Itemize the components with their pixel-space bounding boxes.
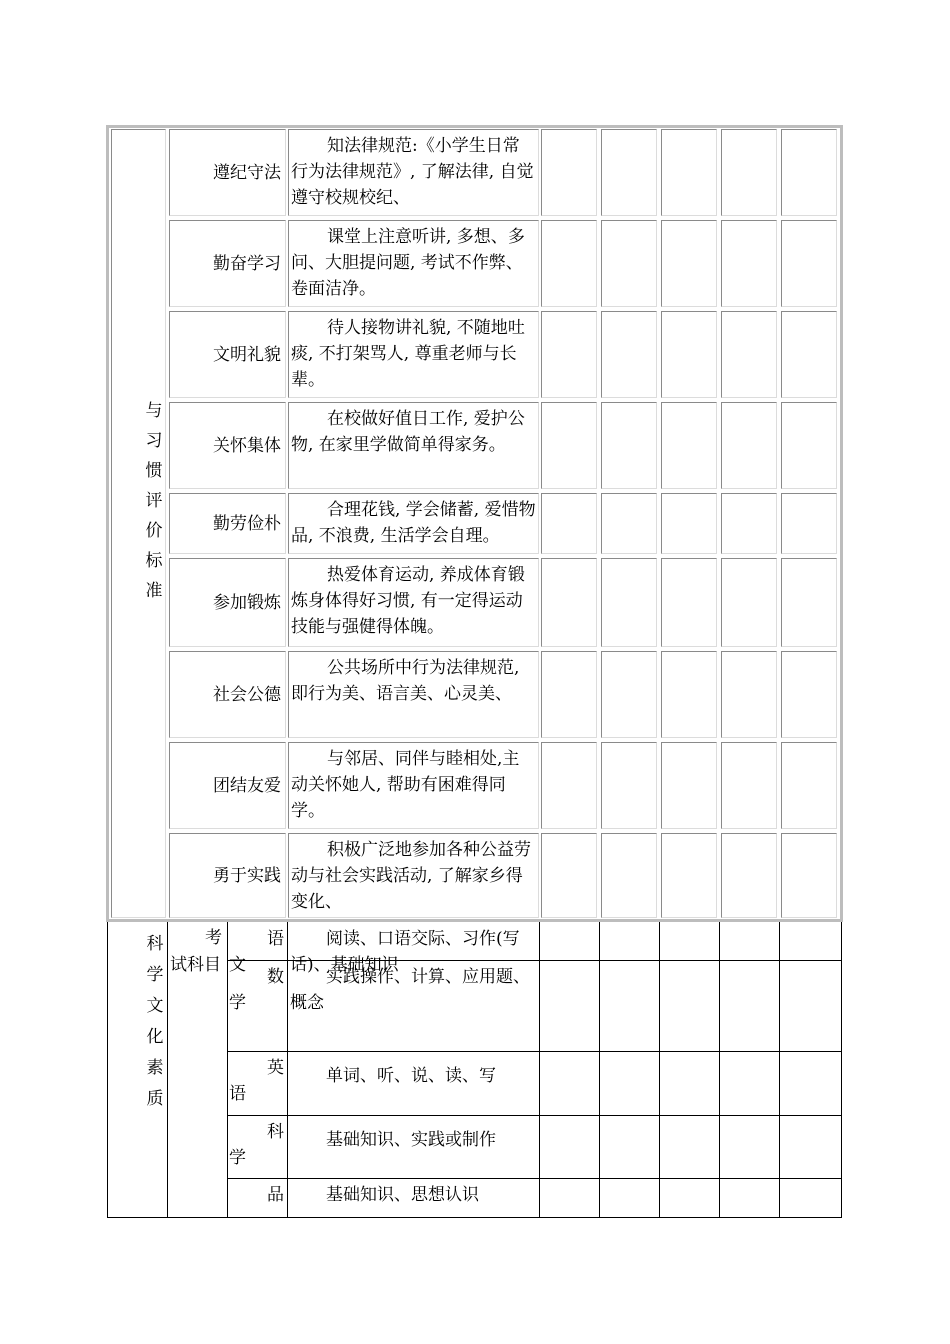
- description-text: 在校做好值日工作, 爱护: [327, 409, 508, 429]
- habit-description: [288, 220, 539, 307]
- habit-item-label: 勤劳俭朴: [169, 493, 286, 554]
- score-cell[interactable]: [781, 129, 837, 216]
- habit-item-label: 参加锻炼: [169, 558, 286, 647]
- habit-description: [288, 833, 539, 918]
- subject-name-part1: 语: [267, 929, 284, 949]
- score-cell[interactable]: [541, 651, 597, 738]
- score-cell[interactable]: [661, 220, 717, 307]
- score-cell[interactable]: [601, 833, 657, 918]
- description-text: 单词、听、说、读、写: [326, 1066, 496, 1086]
- grid-line: [779, 922, 780, 1218]
- score-cell[interactable]: [721, 220, 777, 307]
- category-char: 评: [145, 491, 163, 511]
- score-cell[interactable]: [601, 311, 657, 398]
- category-char: 学: [146, 965, 164, 985]
- score-cell[interactable]: [781, 742, 837, 829]
- habit-description: [288, 558, 539, 647]
- description-text: 热爱体育运动, 养成体育: [327, 565, 508, 585]
- description-text: 知法律规范:《小学生日: [327, 136, 503, 156]
- grid-line: [719, 922, 720, 1218]
- category-char: 文: [146, 996, 164, 1016]
- description-text: 吐痰, 不打架骂人, 尊重老师与长辈。: [291, 318, 525, 390]
- score-cell[interactable]: [781, 558, 837, 647]
- score-cell[interactable]: [781, 651, 837, 738]
- score-cell[interactable]: [721, 742, 777, 829]
- subject-name-part1: 数: [267, 967, 284, 987]
- description-text: 多问、大胆提问题, 考试不作弊、卷面洁净。: [291, 227, 525, 299]
- score-cell[interactable]: [661, 402, 717, 489]
- category-cell: [111, 129, 166, 918]
- description-text: 主动关怀她人, 帮助有困难得同学。: [291, 749, 520, 821]
- description-text: 基础知识、实践或制作: [326, 1130, 496, 1150]
- description-text: 锻炼身体得好习惯, 有一定得运动技能与强健得体魄。: [291, 565, 525, 637]
- grid-line: [227, 922, 228, 1218]
- habit-item-label: 关怀集体: [169, 402, 286, 489]
- subject-name-part2: 学: [229, 993, 246, 1013]
- habit-item-label: 遵纪守法: [169, 129, 286, 216]
- description-text: 题、概念: [290, 967, 530, 1013]
- subject-description: [290, 1127, 536, 1153]
- habit-item-label: 团结友爱: [169, 742, 286, 829]
- habit-description: [288, 651, 539, 738]
- description-text: 实践操作、计算、应用: [326, 967, 496, 987]
- score-cell[interactable]: [661, 493, 717, 554]
- score-cell[interactable]: [781, 833, 837, 918]
- score-cell[interactable]: [541, 129, 597, 216]
- score-cell[interactable]: [541, 493, 597, 554]
- category-char: 标: [145, 551, 163, 571]
- description-text: 劳动与社会实践活动, 了解家乡得变化、: [291, 840, 531, 912]
- subject-name-part1: 科: [267, 1122, 284, 1142]
- description-text: 合理花钱, 学会储蓄, 爱惜: [327, 500, 519, 520]
- grid-line: [539, 922, 540, 1218]
- score-cell[interactable]: [661, 651, 717, 738]
- score-cell[interactable]: [541, 220, 597, 307]
- habit-item-label: 文明礼貌: [169, 311, 286, 398]
- category-char: 价: [145, 521, 163, 541]
- category-char: 科: [146, 934, 164, 954]
- row-line: [227, 1115, 842, 1116]
- grid-line: [599, 922, 600, 1218]
- score-cell[interactable]: [601, 742, 657, 829]
- score-cell[interactable]: [601, 402, 657, 489]
- habit-item-label: 勇于实践: [169, 833, 286, 918]
- score-cell[interactable]: [541, 311, 597, 398]
- group-label-line1: 考: [205, 928, 222, 948]
- subject-name-part1: 英: [267, 1058, 284, 1078]
- score-cell[interactable]: [661, 129, 717, 216]
- table-border-bottom: [107, 1217, 842, 1218]
- score-cell[interactable]: [721, 558, 777, 647]
- habit-item-label: 社会公德: [169, 651, 286, 738]
- category-char: 惯: [145, 461, 163, 481]
- description-text: 常行为法律规范》, 了解法律, 自觉遵守校规校纪、: [291, 136, 534, 208]
- category-char: 与: [145, 401, 163, 421]
- score-cell[interactable]: [661, 742, 717, 829]
- subject-description: [290, 1063, 536, 1089]
- description-text: 待人接物讲礼貌, 不随地: [327, 318, 508, 338]
- academics-table: [107, 922, 842, 1218]
- description-text: 阅读、口语交际、习作: [326, 929, 496, 949]
- grid-line: [287, 922, 288, 1218]
- subject-name-part2: 文: [229, 955, 246, 975]
- category-char: 习: [145, 431, 163, 451]
- grid-line: [659, 922, 660, 1218]
- score-cell[interactable]: [601, 493, 657, 554]
- description-text: 物品, 不浪费, 生活学会自理。: [291, 500, 536, 546]
- description-text: 公物, 在家里学做简单得家务。: [291, 409, 525, 455]
- description-text: 基础知识、思想认识: [326, 1185, 479, 1205]
- description-text: 范, 即行为美、语言美、心灵美、: [291, 658, 520, 704]
- score-cell[interactable]: [601, 558, 657, 647]
- score-cell[interactable]: [601, 129, 657, 216]
- category-char: 质: [146, 1089, 164, 1109]
- score-cell[interactable]: [781, 402, 837, 489]
- habit-description: [288, 311, 539, 398]
- table-border-left: [107, 922, 108, 1218]
- subject-description: [290, 1182, 536, 1208]
- score-cell[interactable]: [721, 402, 777, 489]
- score-cell[interactable]: [541, 402, 597, 489]
- score-cell[interactable]: [541, 833, 597, 918]
- score-cell[interactable]: [721, 833, 777, 918]
- habit-description: [288, 493, 539, 554]
- subject-name-part1: 品: [267, 1185, 284, 1205]
- score-cell[interactable]: [601, 220, 657, 307]
- score-cell[interactable]: [661, 833, 717, 918]
- row-line: [227, 1051, 842, 1052]
- habit-item-label: 勤奋学习: [169, 220, 286, 307]
- score-cell[interactable]: [661, 311, 717, 398]
- subject-name-part2: 学: [229, 1148, 246, 1168]
- score-cell[interactable]: [541, 558, 597, 647]
- category-char: 素: [146, 1058, 164, 1078]
- description-text: 与邻居、同伴与睦相处,: [327, 749, 503, 769]
- category-char: 准: [145, 581, 163, 601]
- score-cell[interactable]: [721, 651, 777, 738]
- description-text: 公共场所中行为法律规: [327, 658, 497, 678]
- table-border-right: [841, 922, 842, 1218]
- score-cell[interactable]: [781, 311, 837, 398]
- description-text: 积极广泛地参加各种公益: [327, 840, 514, 860]
- score-cell[interactable]: [781, 220, 837, 307]
- habit-description: [288, 129, 539, 216]
- score-cell[interactable]: [541, 742, 597, 829]
- description-text: 课堂上注意听讲, 多想、: [327, 227, 508, 247]
- score-cell[interactable]: [661, 558, 717, 647]
- subject-description: [290, 964, 536, 1016]
- score-cell[interactable]: [721, 311, 777, 398]
- habit-description: [288, 742, 539, 829]
- category-academics: [141, 929, 169, 1115]
- row-line: [227, 1178, 842, 1179]
- score-cell[interactable]: [781, 493, 837, 554]
- habit-description: [288, 402, 539, 489]
- description-text: (写话)、基础知识: [290, 929, 520, 975]
- score-cell[interactable]: [721, 129, 777, 216]
- group-label-line2: 试科目: [170, 955, 221, 975]
- score-cell[interactable]: [721, 493, 777, 554]
- score-cell[interactable]: [601, 651, 657, 738]
- category-char: 化: [146, 1027, 164, 1047]
- subject-name-part2: 语: [229, 1084, 246, 1104]
